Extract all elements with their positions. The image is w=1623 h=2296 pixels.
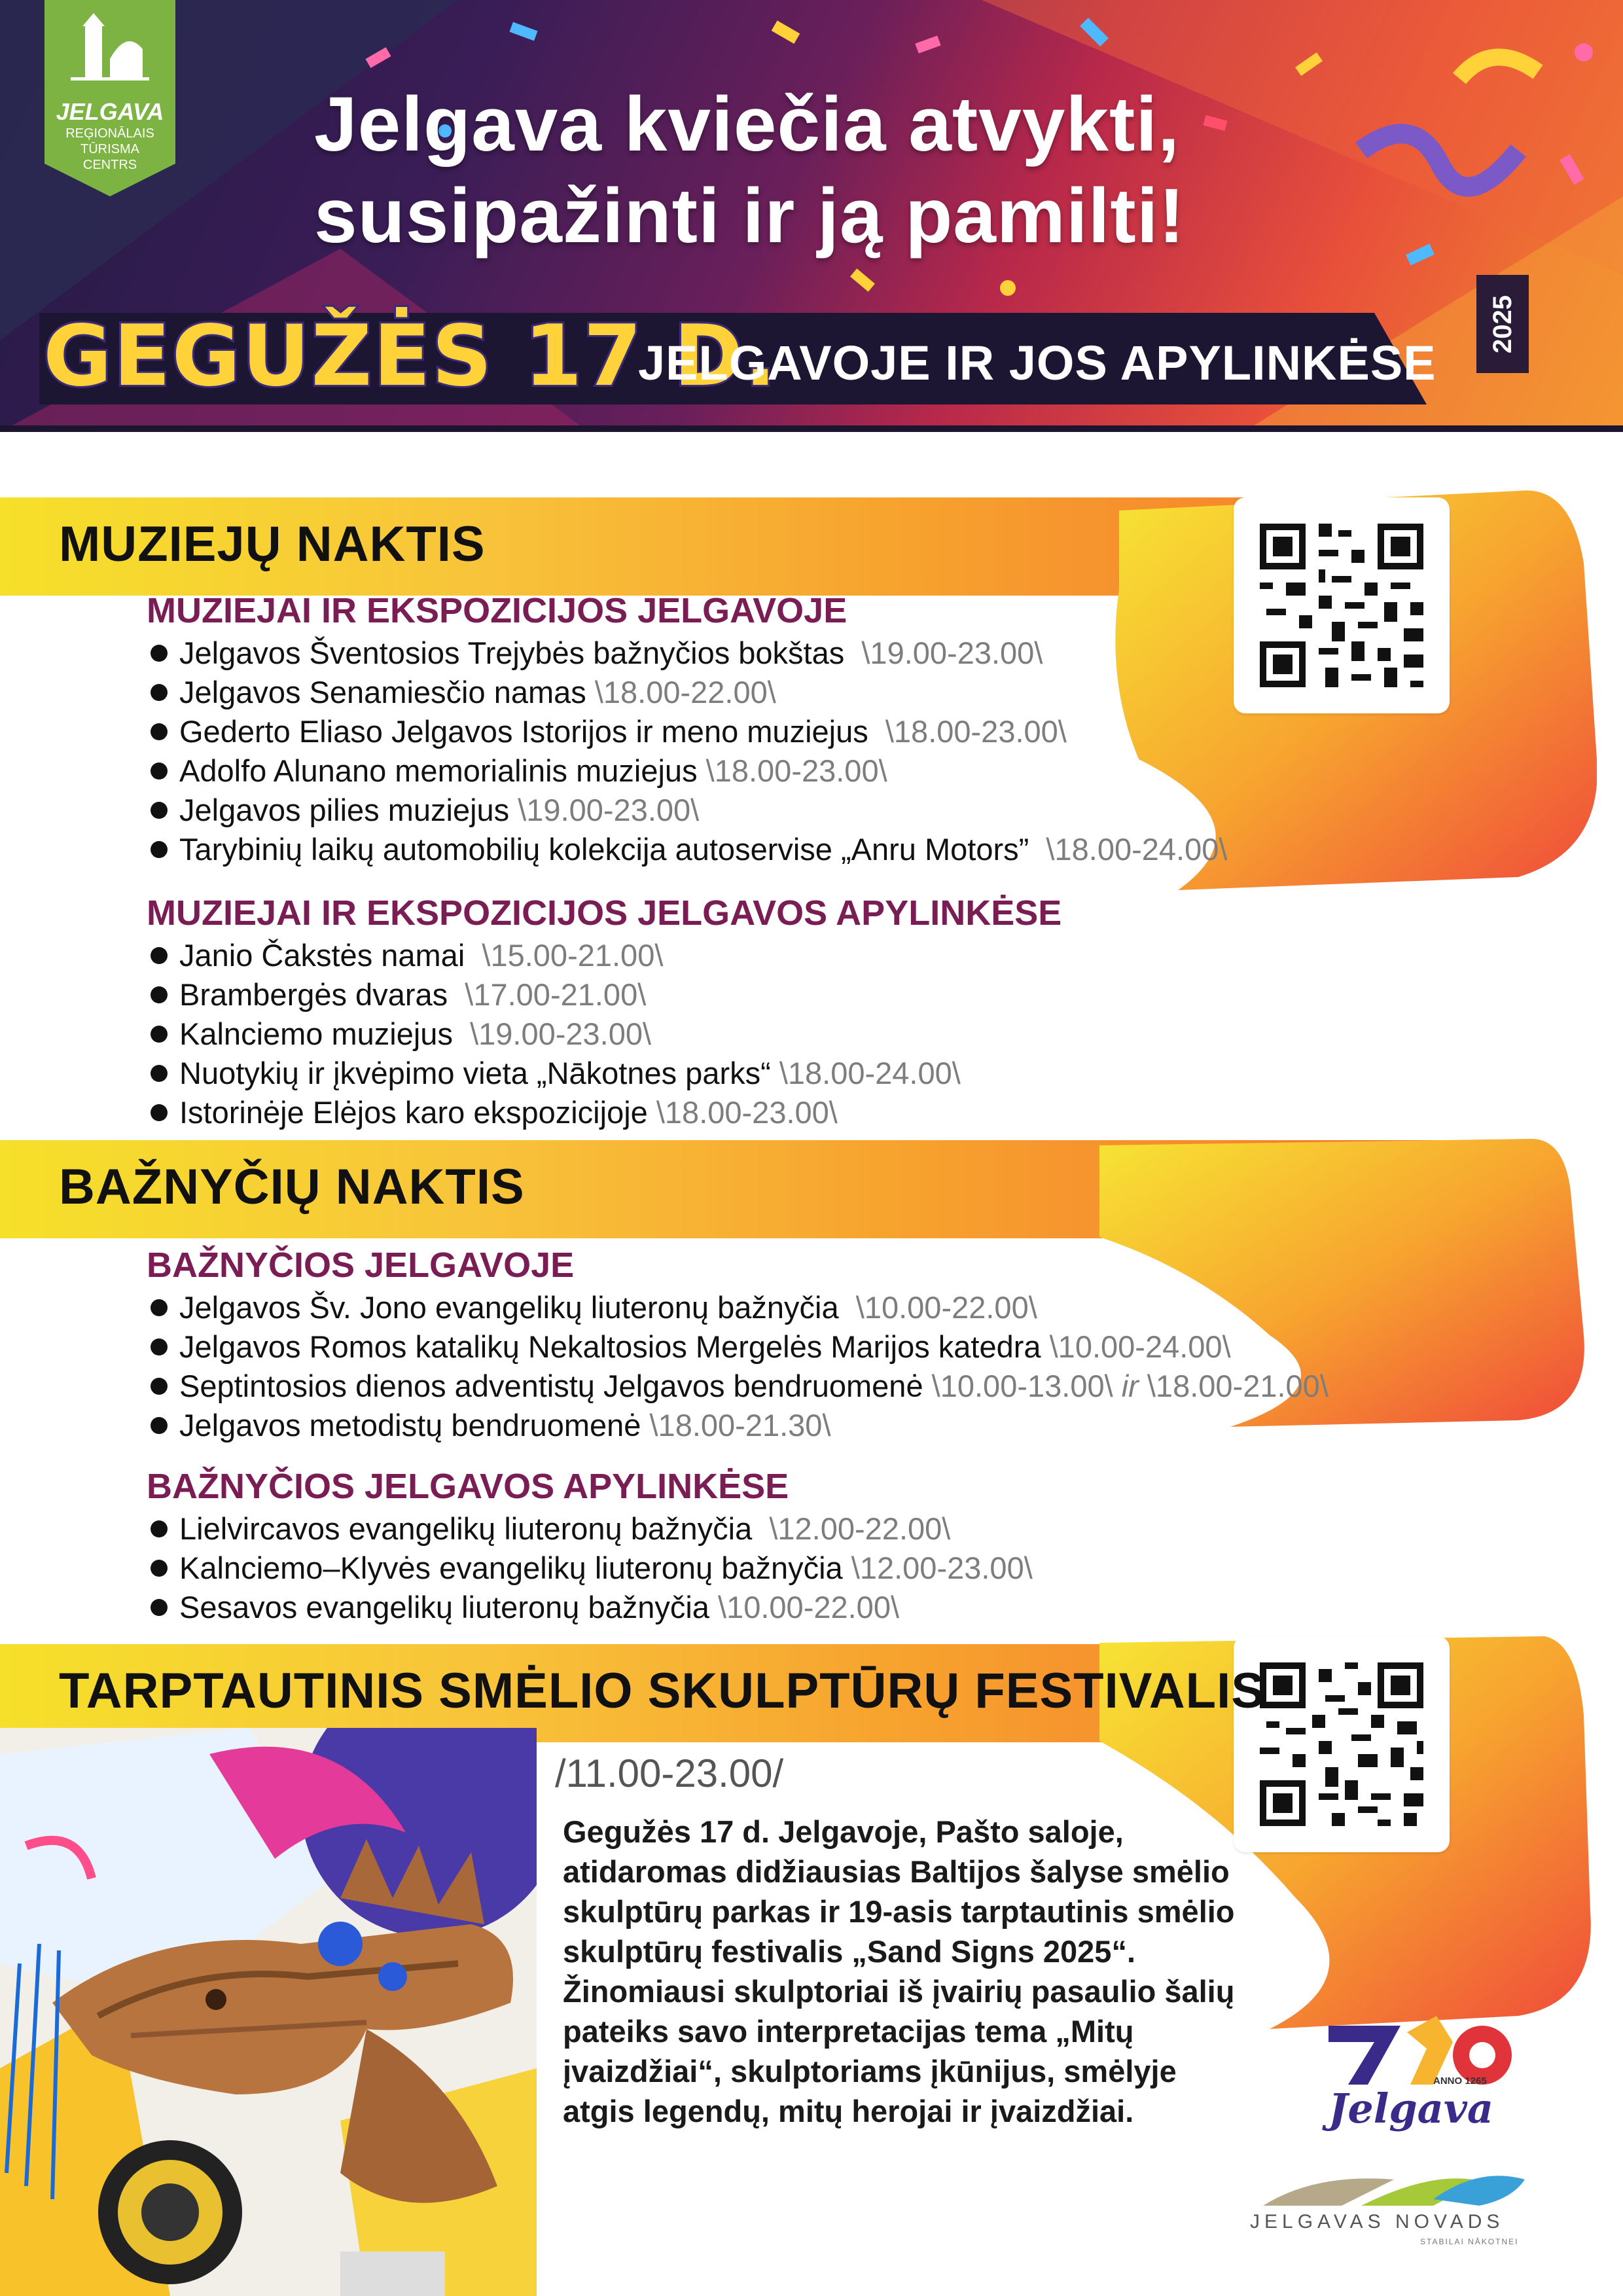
list-item <box>151 1327 1329 1367</box>
logo-line3: CENTRS <box>82 158 137 172</box>
festival-title: TARPTAUTINIS SMĖLIO SKULPTŪRŲ FESTIVALIS <box>59 1663 1265 1719</box>
item-time: \15.00-21.00\ <box>482 938 664 973</box>
list-item <box>151 1588 1033 1627</box>
title-line-2: susipažinti ir ją pamilti! <box>314 173 1185 259</box>
item-time: \18.00-21.30\ <box>649 1408 831 1443</box>
festival-qr-code[interactable] <box>1234 1636 1450 1852</box>
churches-surroundings-list <box>151 1509 1033 1627</box>
qr-code-icon <box>1234 497 1450 713</box>
sand-dragon-illustration <box>0 1728 537 2296</box>
novads-waves-graphic <box>1263 2160 1525 2212</box>
item-name: Jelgavos metodistų bendruomenė <box>179 1408 641 1443</box>
museums-jelgava-heading: MUZIEJAI IR EKSPOZICIJOS JELGAVOJE <box>147 591 847 630</box>
list-item <box>151 712 1227 751</box>
item-name: Brambergės dvaras <box>179 977 448 1012</box>
page-title <box>314 79 1427 262</box>
item-name: Jelgavos Senamiesčio namas <box>179 675 586 709</box>
item-time: \10.00-13.00\ <box>931 1369 1113 1403</box>
jelgava-anniversary-logo <box>1322 2013 1518 2144</box>
anniversary-number-graphic <box>1322 2013 1518 2091</box>
list-item <box>151 673 1227 712</box>
item-time-2: \18.00-21.00\ <box>1147 1369 1329 1403</box>
museums-jelgava-list <box>151 634 1227 869</box>
item-name: Janio Čakstės namai <box>179 938 465 973</box>
list-item <box>151 1014 961 1054</box>
list-item <box>151 634 1227 673</box>
jelgavas-novads-logo <box>1250 2160 1544 2265</box>
list-item <box>151 1093 961 1132</box>
item-time: \12.00-22.00\ <box>769 1511 951 1546</box>
item-time: \10.00-22.00\ <box>855 1290 1037 1325</box>
list-item <box>151 1367 1329 1406</box>
item-name: Sesavos evangelikų liuteronų bažnyčia <box>179 1590 709 1624</box>
qr-code-icon <box>1234 1636 1450 1852</box>
list-item <box>151 1054 961 1093</box>
item-time: \18.00-23.00\ <box>656 1095 838 1130</box>
churches-surroundings-heading: BAŽNYČIOS JELGAVOS APYLINKĖSE <box>147 1467 789 1506</box>
list-item <box>151 791 1227 830</box>
logo-name: JELGAVA <box>56 98 164 125</box>
item-time: \19.00-23.00\ <box>470 1016 652 1051</box>
jelgava-wordmark: Jelgava <box>1329 2085 1494 2132</box>
header-banner <box>0 0 1623 432</box>
item-name: Kalnciemo muziejus <box>179 1016 453 1051</box>
title-line-1: Jelgava kviečia atvykti, <box>314 81 1180 168</box>
item-time: \17.00-21.00\ <box>465 977 647 1012</box>
item-name: Jelgavos Šventosios Trejybės bažnyčios bokštas <box>179 636 845 670</box>
list-item <box>151 751 1227 791</box>
year-label <box>1476 275 1529 373</box>
item-time: \18.00-23.00\ <box>885 714 1067 749</box>
item-time: \19.00-23.00\ <box>861 636 1043 670</box>
novads-tagline: STABILAI NĀKOTNEI <box>1420 2237 1519 2246</box>
item-name: Septintosios dienos adventistų Jelgavos bendruomenė <box>179 1369 923 1403</box>
item-name: Istorinėje Elėjos karo ekspozicijoje <box>179 1095 648 1130</box>
list-item <box>151 830 1227 869</box>
festival-time: /11.00-23.00/ <box>555 1751 784 1795</box>
item-time: \18.00-24.00\ <box>1046 832 1228 867</box>
item-name: Tarybinių laikų automobilių kolekcija autoservise „Anru Motors” <box>179 832 1029 867</box>
item-time: \18.00-22.00\ <box>594 675 776 709</box>
list-item <box>151 1406 1329 1445</box>
year-text: 2025 <box>1488 295 1517 353</box>
logo-line2: TŪRISMA <box>80 142 139 156</box>
novads-name: JELGAVAS NOVADS <box>1250 2211 1505 2233</box>
list-item <box>151 1509 1033 1549</box>
item-time: \10.00-24.00\ <box>1049 1329 1231 1364</box>
item-name: Jelgavos pilies muziejus <box>179 793 510 827</box>
churches-jelgava-heading: BAŽNYČIOS JELGAVOJE <box>147 1246 575 1285</box>
event-date: GEGUŽĖS 17 D. <box>43 308 778 405</box>
sand-sculpture-image <box>0 1728 537 2296</box>
item-time: \18.00-23.00\ <box>705 753 887 788</box>
museums-surroundings-list <box>151 936 961 1132</box>
logo-line1: REĢIONĀLAIS <box>65 126 154 141</box>
item-name: Jelgavos Romos katalikų Nekaltosios Mergelės Marijos katedra <box>179 1329 1041 1364</box>
list-item <box>151 1288 1329 1327</box>
museums-qr-code[interactable] <box>1234 497 1450 713</box>
churches-jelgava-list <box>151 1288 1329 1445</box>
header-bottom-line <box>0 425 1623 432</box>
list-item <box>151 975 961 1014</box>
anniversary-anno: ANNO 1265 <box>1433 2075 1487 2087</box>
item-time: \12.00-23.00\ <box>851 1551 1033 1585</box>
museums-title: MUZIEJŲ NAKTIS <box>59 516 486 572</box>
item-joiner: ir <box>1121 1369 1139 1403</box>
item-name: Gederto Eliaso Jelgavos Istorijos ir meno muziejus <box>179 714 868 749</box>
event-location: JELGAVOJE IR JOS APYLINKĖSE <box>638 336 1436 390</box>
museums-surroundings-heading: MUZIEJAI IR EKSPOZICIJOS JELGAVOS APYLINKĖSE <box>147 893 1062 933</box>
item-name: Kalnciemo–Klyvės evangelikų liuteronų bažnyčia <box>179 1551 843 1585</box>
churches-title: BAŽNYČIŲ NAKTIS <box>59 1159 525 1215</box>
item-time: \18.00-24.00\ <box>779 1056 961 1090</box>
item-name: Adolfo Alunano memorialinis muziejus <box>179 753 698 788</box>
item-name: Lielvircavos evangelikų liuteronų bažnyčia <box>179 1511 753 1546</box>
item-time: \10.00-22.00\ <box>718 1590 900 1624</box>
list-item <box>151 1549 1033 1588</box>
item-time: \19.00-23.00\ <box>518 793 700 827</box>
item-name: Jelgavos Šv. Jono evangelikų liuteronų bažnyčia <box>179 1290 839 1325</box>
festival-description: Gegužės 17 d. Jelgavoje, Pašto saloje, atidaromas didžiausias Baltijos šalyse smėlio skulptūrų parkas ir 19-asis tarptautinis smėlio skulptūrų festivalis „Sand Signs 2025“. Žinomiausi skulptoriai iš įvairių pasaulio šalių pateiks savo interpretacijas tema „Mitų įvaizdžiai“, skulptoriams įkūnijus, smėlyje atgis legendų, mitų herojai ir įvaizdžiai. <box>563 1814 1235 2128</box>
item-name: Nuotykių ir įkvėpimo vieta „Nākotnes parks“ <box>179 1056 771 1090</box>
list-item <box>151 936 961 975</box>
